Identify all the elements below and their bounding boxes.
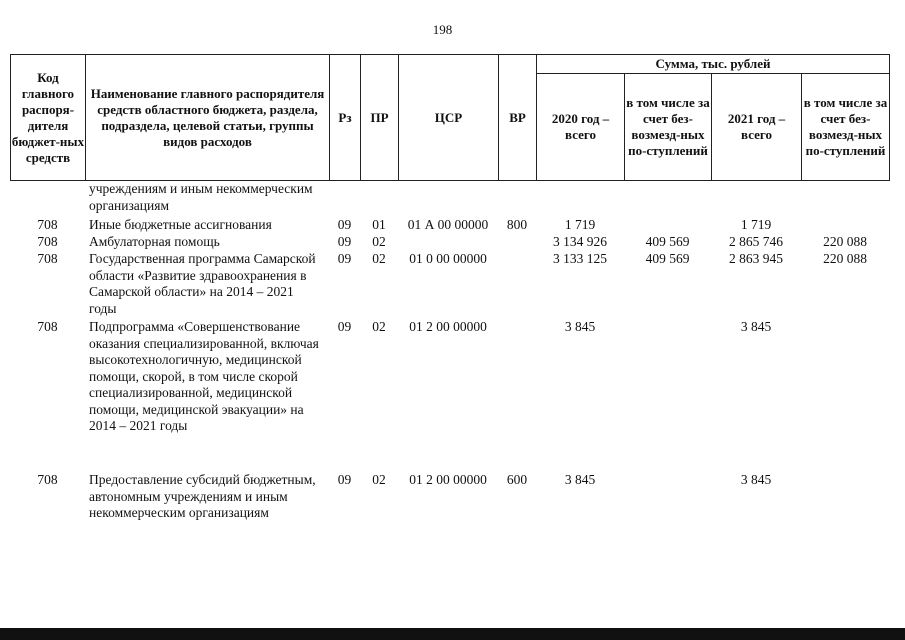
cell-code: 708: [37, 472, 58, 487]
cell-name: Предоставление субсидий бюджетным, автономным учреждениям и иным некоммерческим организациям: [89, 472, 316, 520]
cell-2020-total: 3 134 926: [553, 234, 607, 249]
header-rz: Рз: [330, 55, 361, 181]
cell-rz: 09: [337, 472, 352, 487]
cell-csr: 01 2 00 00000: [409, 472, 487, 487]
cell-code: [10, 181, 85, 217]
header-name: Наименование главного распорядителя средств областного бюджета, раздела, подраздела, целевой статьи, группы видов расходов: [86, 55, 330, 181]
header-code: Код главного распоря-дителя бюджет-ных средств: [11, 55, 86, 181]
cell-code: 708: [37, 234, 58, 249]
cell-2020-total: [536, 181, 624, 217]
cell-2021-free: [801, 319, 889, 472]
cell-rz: 09: [337, 234, 352, 249]
page-number: 198: [432, 22, 453, 37]
cell-name: учреждениям и иным некоммерческим организациям: [89, 181, 313, 213]
header-2020-total: 2020 год – всего: [537, 74, 625, 181]
cell-2020-total: 1 719: [564, 217, 596, 232]
cell-vr: [498, 319, 536, 472]
cell-2021-free: [801, 217, 889, 234]
cell-pr: 02: [372, 234, 386, 249]
cell-pr: 01: [372, 217, 386, 232]
cell-pr: 02: [372, 319, 386, 334]
cell-vr: [498, 251, 536, 319]
cell-csr: [398, 181, 498, 217]
cell-2021-total: 2 863 945: [729, 251, 783, 266]
cell-name: Иные бюджетные ассигнования: [89, 217, 272, 232]
table-row: [10, 181, 889, 217]
cell-code: 708: [37, 217, 58, 232]
cell-2020-free: [624, 217, 711, 234]
table-header: [10, 54, 890, 181]
cell-2021-free: 220 088: [823, 234, 867, 249]
cell-2021-total: 1 719: [740, 217, 772, 232]
cell-2020-free: [624, 319, 711, 472]
table-row: [10, 234, 889, 251]
table-body: [10, 181, 889, 540]
header-pr: ПР: [361, 55, 399, 181]
cell-rz: 09: [337, 319, 352, 334]
cell-rz: [329, 181, 360, 217]
cell-name: Амбулаторная помощь: [89, 234, 220, 249]
cell-name: Подпрограмма «Совершенствование оказания специализированной, включая высокотехнологичную, медицинской помощи, скорой, в том числе скорой специализированной, медицинской помощи, медицинской эвакуации» на 2014 – 2021 годы: [89, 319, 319, 433]
header-2020-free: в том числе за счет без-возмезд-ных по-ступлений: [625, 74, 712, 181]
cell-pr: [360, 181, 398, 217]
cell-2020-free: 409 569: [645, 234, 690, 249]
table-row: [10, 251, 889, 319]
cell-2020-free: [624, 472, 711, 540]
cell-rz: 09: [337, 217, 352, 232]
cell-pr: 02: [372, 251, 386, 266]
cell-2021-free: [801, 181, 889, 217]
cell-pr: 02: [372, 472, 386, 487]
cell-vr: 600: [506, 472, 528, 487]
cell-2020-free: 409 569: [645, 251, 690, 266]
cell-2020-total: 3 133 125: [553, 251, 607, 266]
cell-2020-free: [624, 181, 711, 217]
scan-border-bottom: [0, 628, 905, 640]
cell-name: Государственная программа Самарской области «Развитие здравоохранения в Самарской области» на 2014 – 2021 годы: [89, 251, 316, 316]
header-csr: ЦСР: [399, 55, 499, 181]
cell-csr: 01 2 00 00000: [409, 319, 487, 334]
table-row: [10, 217, 889, 234]
header-sum: Сумма, тыс. рублей: [537, 55, 890, 74]
cell-code: 708: [37, 251, 58, 266]
cell-rz: 09: [337, 251, 352, 266]
cell-vr: 800: [506, 217, 528, 232]
table-row: [10, 472, 889, 540]
header-2021-total: 2021 год – всего: [712, 74, 802, 181]
cell-2020-total: 3 845: [564, 319, 596, 334]
cell-2021-free: [801, 472, 889, 540]
cell-vr: [498, 181, 536, 217]
cell-vr: [498, 234, 536, 251]
header-2021-free: в том числе за счет без-возмезд-ных по-ступлений: [802, 74, 890, 181]
table-row: [10, 319, 889, 472]
cell-code: 708: [37, 319, 58, 334]
cell-csr: 01 А 00 00000: [407, 217, 489, 232]
cell-2021-total: 3 845: [740, 472, 772, 487]
cell-2021-total: 3 845: [740, 319, 772, 334]
cell-csr: 01 0 00 00000: [409, 251, 487, 266]
cell-2021-total: 2 865 746: [729, 234, 783, 249]
header-vr: ВР: [499, 55, 537, 181]
cell-2021-total: [711, 181, 801, 217]
cell-2020-total: 3 845: [564, 472, 596, 487]
cell-2021-free: 220 088: [823, 251, 867, 266]
cell-csr: [398, 234, 498, 251]
